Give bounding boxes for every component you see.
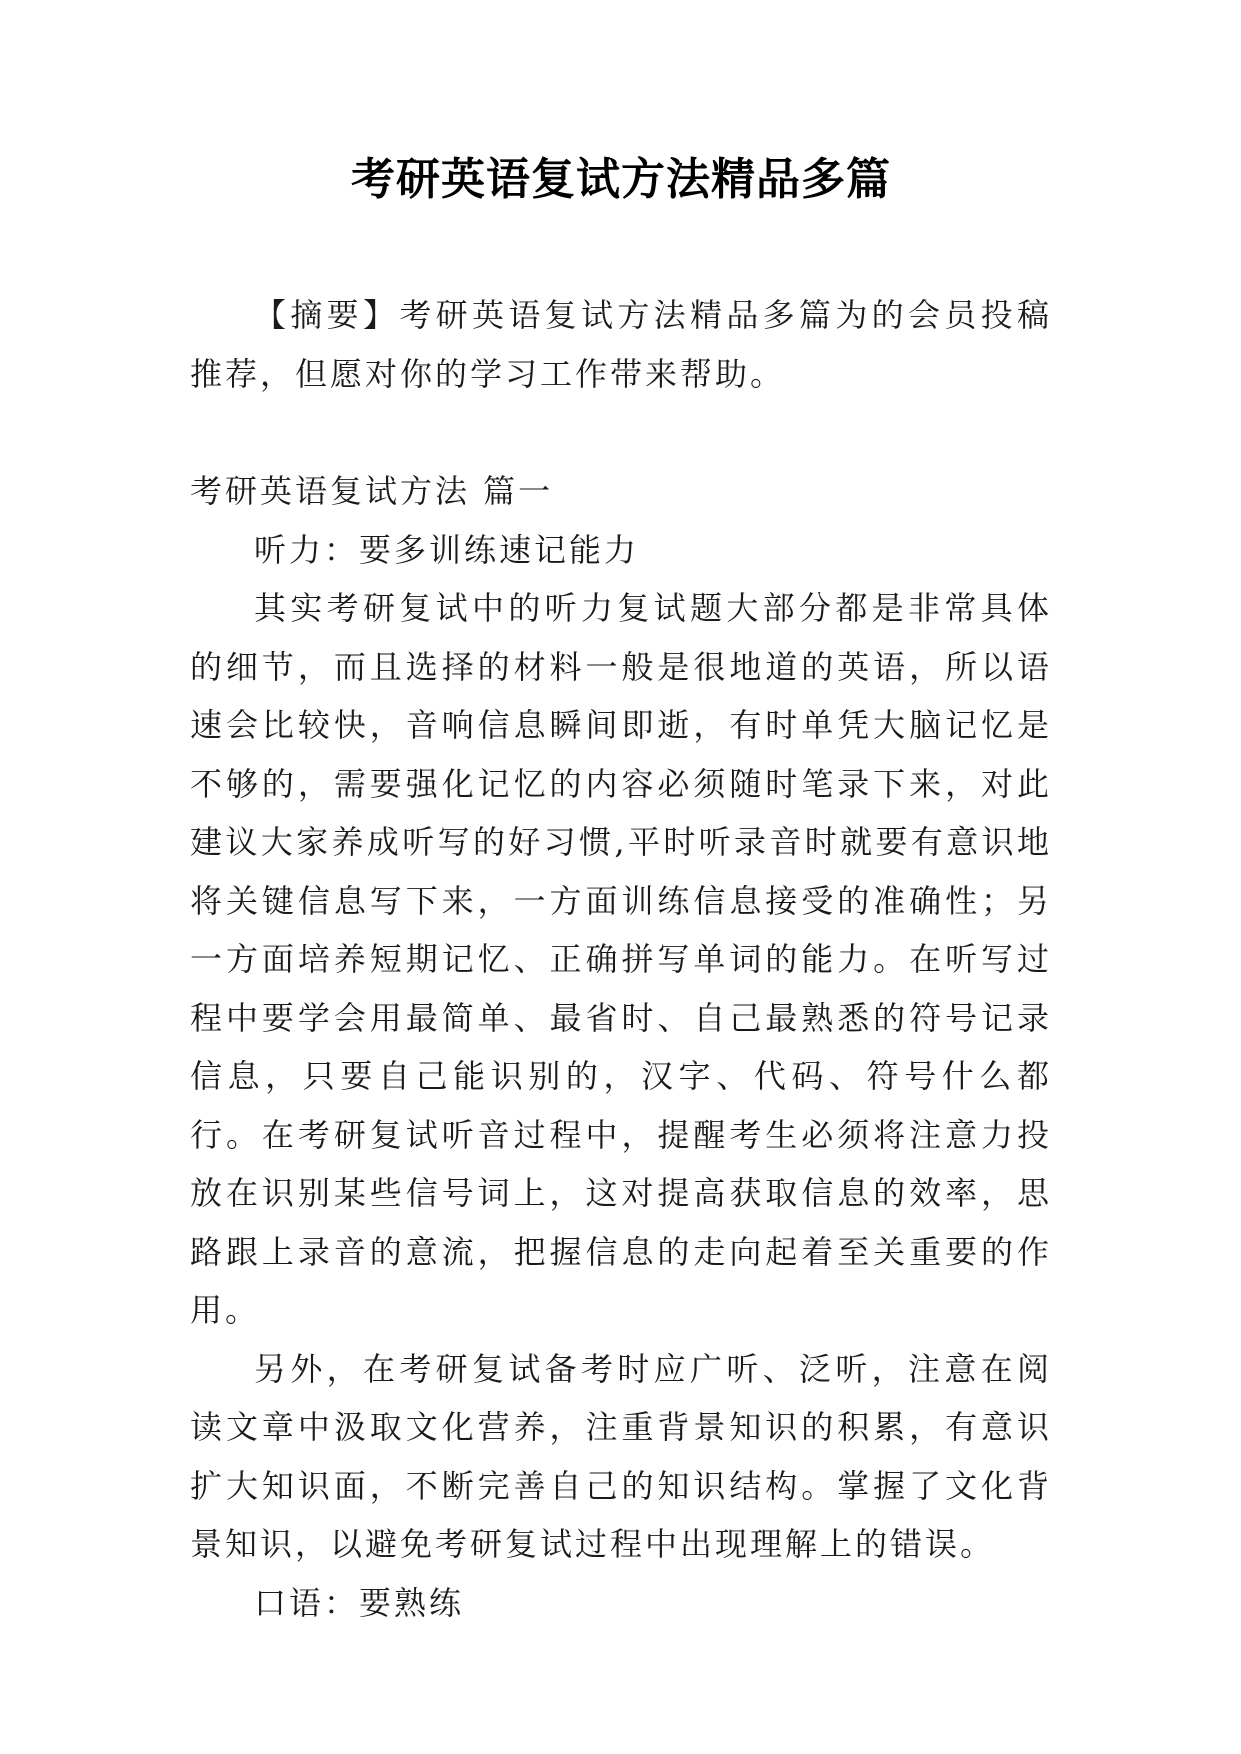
document-title: 考研英语复试方法精品多篇 bbox=[351, 154, 891, 205]
section-heading: 考研英语复试方法 篇一 bbox=[190, 472, 554, 510]
abstract-paragraph: 【摘要】考研英语复试方法精品多篇为的会员投稿推荐，但愿对你的学习工作带来帮助。 bbox=[190, 296, 1052, 393]
speaking-heading: 口语：要熟练 bbox=[254, 1583, 465, 1622]
section-one bbox=[190, 462, 1052, 1632]
listening-paragraph-1: 其实考研复试中的听力复试题大部分都是非常具体的细节，而且选择的材料一般是很地道的英语，所以语速会比较快，音响信息瞬间即逝，有时单凭大脑记忆是不够的，需要强化记忆的内容必须随时笔录下来，对此建议大家养成听写的好习惯,平时听录音时就要有意识地将关键信息写下来，一方面训练信息接受的准确性；另一方面培养短期记忆、正确拼写单词的能力。在听写过程中要学会用最简单、最省时、自己最熟悉的符号记录信息，只要自己能识别的，汉字、代码、符号什么都行。在考研复试听音过程中，提醒考生必须将注意力投放在识别某些信号词上，这对提高获取信息的效率，思路跟上录音的意流，把握信息的走向起着至关重要的作用。 bbox=[190, 589, 1052, 1329]
listening-paragraph-2: 另外，在考研复试备考时应广听、泛听，注意在阅读文章中汲取文化营养，注重背景知识的积累，有意识扩大知识面，不断完善自己的知识结构。掌握了文化背景知识，以避免考研复试过程中出现理解上的错误。 bbox=[190, 1349, 1052, 1563]
listening-heading: 听力：要多训练速记能力 bbox=[254, 530, 640, 569]
